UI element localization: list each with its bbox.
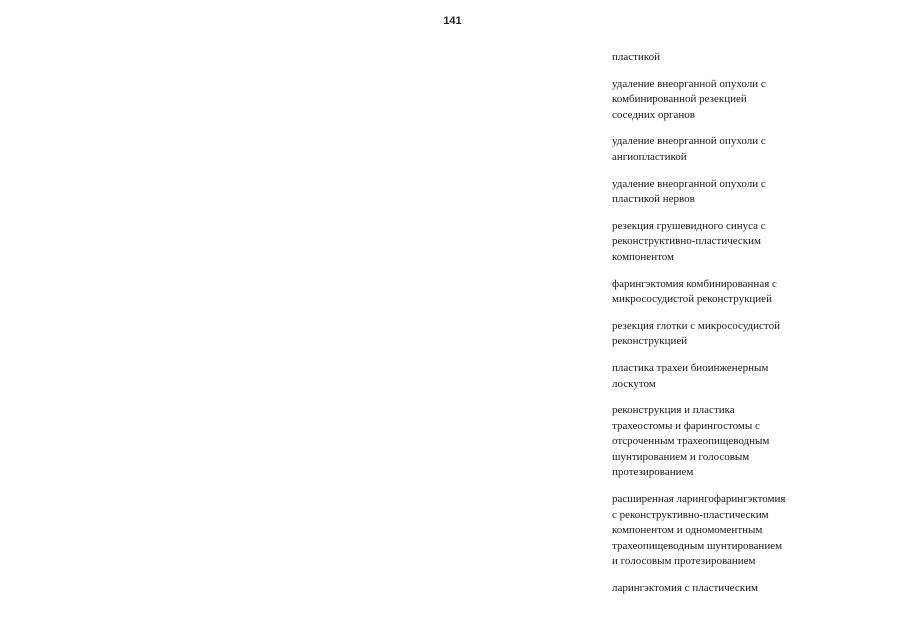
procedure-entry: удаление внеорганной опухоли с пластикой нервов: [612, 177, 766, 206]
procedure-entry: реконструкция и пластика трахеостомы и фарингостомы с отсроченным трахеопищеводным шунтированием и голосовым протезированием: [612, 404, 770, 479]
procedure-entry: резекция глотки с микрососудистой реконструкцией: [612, 319, 780, 348]
procedure-entry: удаление внеорганной опухоли с комбинированной резекцией соседних органов: [612, 77, 766, 121]
procedure-entry: резекция грушевидного синуса с реконструктивно-пластическим компонентом: [612, 219, 766, 263]
procedure-entry: пластикой: [612, 51, 661, 63]
page-number: 141: [443, 15, 462, 27]
procedure-list: [612, 50, 812, 608]
procedure-entry: пластика трахеи биоинженерным лоскутом: [612, 361, 769, 390]
procedure-entry: удаление внеорганной опухоли с ангиопластикой: [612, 135, 766, 163]
procedure-entry: фарингэктомия комбинированная с микрососудистой реконструкцией: [612, 277, 777, 306]
procedure-entry: расширенная ларингофарингэктомия с реконструктивно-пластическим компонентом и одномоментным трахеопищеводным шунтированием и голосовым протезированием: [612, 493, 786, 568]
procedure-entry: ларингэктомия с пластическим: [612, 582, 758, 595]
